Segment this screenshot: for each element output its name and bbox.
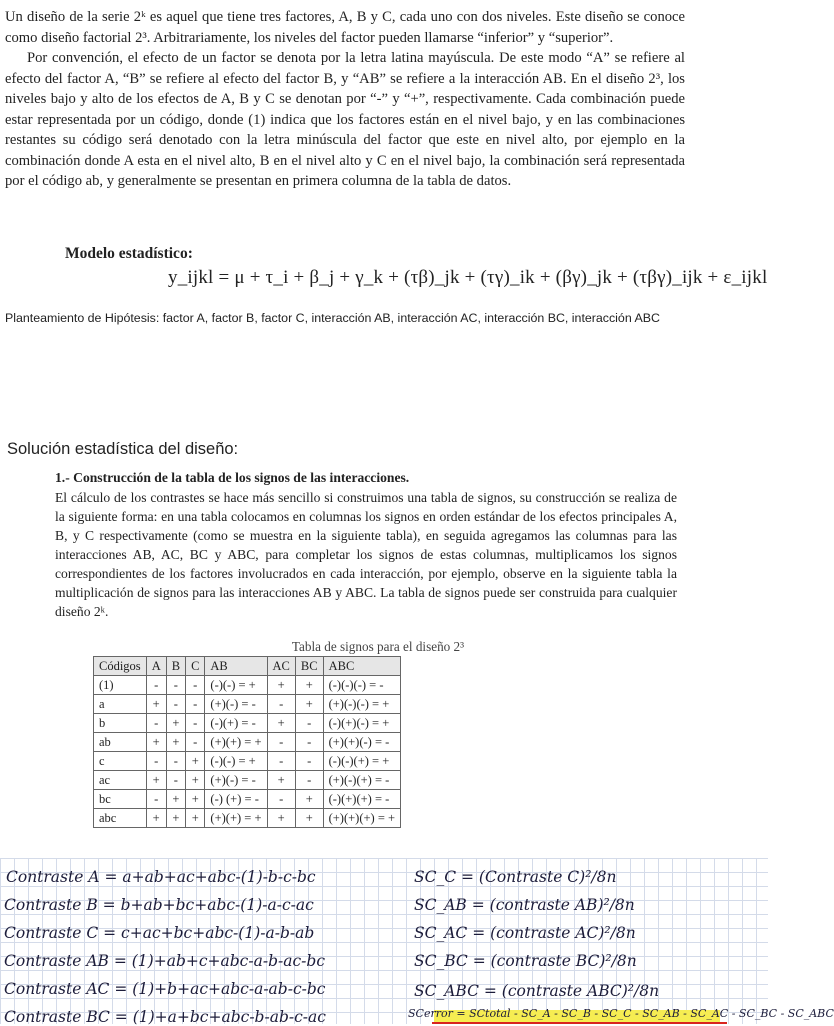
table-header-cell: AC bbox=[267, 657, 295, 676]
table-cell: + bbox=[267, 809, 295, 828]
table-row bbox=[94, 714, 401, 733]
table-header-cell: BC bbox=[295, 657, 323, 676]
table-cell: - bbox=[146, 790, 166, 809]
note-contrast-b: Contraste B = b+ab+bc+abc-(1)-a-c-ac bbox=[4, 896, 314, 914]
table-row bbox=[94, 809, 401, 828]
hypothesis-statement: Planteamiento de Hipótesis: factor A, factor B, factor C, interacción AB, interacción AC, interacción BC, interacción ABC bbox=[5, 311, 660, 325]
model-heading: Modelo estadístico: bbox=[65, 245, 193, 262]
table-cell: (+)(-)(-) = + bbox=[323, 695, 400, 714]
table-cell: (+)(-)(+) = - bbox=[323, 771, 400, 790]
table-cell: - bbox=[186, 676, 205, 695]
table-header-cell: B bbox=[166, 657, 185, 676]
table-cell: (-)(-)(+) = + bbox=[323, 752, 400, 771]
table-cell: - bbox=[186, 733, 205, 752]
table-cell: (-)(+) = - bbox=[205, 714, 267, 733]
table-cell: + bbox=[295, 809, 323, 828]
table-cell: + bbox=[186, 790, 205, 809]
note-sc-bc: SC_BC = (contraste BC)²/8n bbox=[414, 952, 637, 970]
table-cell: + bbox=[166, 790, 185, 809]
note-contrast-ac: Contraste AC = (1)+b+ac+abc-a-ab-c-bc bbox=[4, 980, 326, 998]
table-cell: - bbox=[267, 733, 295, 752]
table-cell: (-)(-) = + bbox=[205, 752, 267, 771]
underline-mark bbox=[432, 1022, 727, 1024]
table-header-cell: ABC bbox=[323, 657, 400, 676]
solution-heading: Solución estadística del diseño: bbox=[7, 440, 239, 458]
table-cell: + bbox=[166, 733, 185, 752]
table-cell: - bbox=[186, 695, 205, 714]
note-sc-ac: SC_AC = (contraste AC)²/8n bbox=[414, 924, 636, 942]
table-cell: abc bbox=[94, 809, 147, 828]
table-cell: bc bbox=[94, 790, 147, 809]
table-row bbox=[94, 733, 401, 752]
table-cell: ac bbox=[94, 771, 147, 790]
table-cell: + bbox=[146, 733, 166, 752]
table-cell: (+)(+)(+) = + bbox=[323, 809, 400, 828]
note-contrast-bc: Contraste BC = (1)+a+bc+abc-b-ab-c-ac bbox=[4, 1008, 326, 1026]
intro-paragraph-1: Un diseño de la serie 2ᵏ es aquel que tiene tres factores, A, B y C, cada uno con dos niveles. Este diseño se conoce como diseño factorial 2³. Arbitrariamente, los niveles del factor pueden llamarse “inferior” y “superior”. bbox=[5, 9, 685, 46]
model-equation: y_ijkl = μ + τ_i + β_j + γ_k + (τβ)_jk + (τγ)_ik + (βγ)_jk + (τβγ)_ijk + ε_ijkl bbox=[168, 267, 768, 288]
table-cell: - bbox=[166, 752, 185, 771]
table-cell: (+)(+) = + bbox=[205, 733, 267, 752]
table-cell: (+)(-) = - bbox=[205, 771, 267, 790]
table-cell: - bbox=[146, 714, 166, 733]
table-cell: (-)(+)(-) = + bbox=[323, 714, 400, 733]
table-cell: b bbox=[94, 714, 147, 733]
table-row bbox=[94, 752, 401, 771]
table-cell: - bbox=[295, 714, 323, 733]
table-header-cell: C bbox=[186, 657, 205, 676]
step-1-body: El cálculo de los contrastes se hace más sencillo si construimos una tabla de signos, su construcción se realiza de la siguiente forma: en una tabla colocamos en columnas los signos en orden estándar de los efectos principales A, B, y C respectivamente (como se muestra en la siguiente tabla), en seguida agregamos las columnas para las interacciones AB, AC, BC y ABC, para completar los signos de estas columnas, multiplicamos los signos correspondientes de los factores involucrados en cada interacción, por ejemplo, observe en la siguiente tabla la multiplicación de signos para las interacciones AB y ABC. La tabla de signos puede ser construida para cualquier diseño 2ᵏ. bbox=[55, 490, 677, 619]
table-cell: (+)(-) = - bbox=[205, 695, 267, 714]
table-header-cell: A bbox=[146, 657, 166, 676]
note-sc-abc: SC_ABC = (contraste ABC)²/8n bbox=[414, 982, 660, 1000]
table-row bbox=[94, 695, 401, 714]
table-cell: (+)(+)(-) = - bbox=[323, 733, 400, 752]
table-cell: (-) (+) = - bbox=[205, 790, 267, 809]
table-row bbox=[94, 790, 401, 809]
table-cell: - bbox=[166, 771, 185, 790]
note-sc-c: SC_C = (Contraste C)²/8n bbox=[414, 868, 617, 886]
table-cell: - bbox=[267, 790, 295, 809]
table-cell: + bbox=[295, 695, 323, 714]
table-cell: + bbox=[186, 809, 205, 828]
table-cell: - bbox=[295, 752, 323, 771]
table-cell: + bbox=[267, 676, 295, 695]
note-sc-error: SCerror = SCtotal - SC_A - SC_B - SC_C - SC_AB - SC_AC - SC_BC - SC_ABC bbox=[408, 1007, 834, 1020]
table-caption: Tabla de signos para el diseño 2³ bbox=[291, 639, 465, 654]
table-cell: - bbox=[146, 676, 166, 695]
table-row bbox=[94, 676, 401, 695]
table-cell: + bbox=[166, 809, 185, 828]
table-cell: + bbox=[295, 790, 323, 809]
note-contrast-a: Contraste A = a+ab+ac+abc-(1)-b-c-bc bbox=[6, 868, 316, 886]
signs-table bbox=[93, 656, 401, 828]
intro-paragraph-2: Por convención, el efecto de un factor se denota por la letra latina mayúscula. De este modo “A” se refiere al efecto del factor A, “B” se refiere al efecto del factor B, y “AB” se refiere a la interacción AB. En el diseño 2³, los niveles bajo y alto de los efectos de A, B y C se denotan por “-” y “+”, respectivamente. Cada combinación puede estar representada por un código, donde (1) indica que los factores están en el nivel bajo, y en las combinaciones restantes su código será denotado con la letra minúscula del factor que este en nivel alto, por ejemplo en la combinación donde A esta en el nivel alto, B en el nivel alto y C en el nivel bajo, la combinación será representada por el código ab, y generalmente se presentan en primera columna de la tabla de datos. bbox=[5, 50, 685, 189]
table-header-cell: Códigos bbox=[94, 657, 147, 676]
table-cell: - bbox=[295, 733, 323, 752]
table-cell: + bbox=[186, 771, 205, 790]
table-cell: - bbox=[186, 714, 205, 733]
table-header-cell: AB bbox=[205, 657, 267, 676]
table-cell: (-)(-)(-) = - bbox=[323, 676, 400, 695]
table-cell: - bbox=[166, 676, 185, 695]
table-cell: + bbox=[267, 771, 295, 790]
table-cell: c bbox=[94, 752, 147, 771]
table-row bbox=[94, 771, 401, 790]
table-cell: - bbox=[267, 752, 295, 771]
table-cell: + bbox=[267, 714, 295, 733]
table-cell: (1) bbox=[94, 676, 147, 695]
note-contrast-ab: Contraste AB = (1)+ab+c+abc-a-b-ac-bc bbox=[4, 952, 326, 970]
table-cell: + bbox=[146, 771, 166, 790]
table-cell: - bbox=[166, 695, 185, 714]
step-1-title: 1.- Construcción de la tabla de los signos de las interacciones. bbox=[55, 470, 410, 485]
intro-text bbox=[5, 7, 685, 192]
note-sc-ab: SC_AB = (contraste AB)²/8n bbox=[414, 896, 635, 914]
table-cell: (+)(+) = + bbox=[205, 809, 267, 828]
handwritten-notes bbox=[0, 858, 834, 1026]
table-cell: a bbox=[94, 695, 147, 714]
table-body bbox=[94, 676, 401, 828]
table-cell: - bbox=[267, 695, 295, 714]
table-header-row bbox=[94, 657, 401, 676]
table-cell: + bbox=[166, 714, 185, 733]
table-cell: - bbox=[146, 752, 166, 771]
table-cell: + bbox=[295, 676, 323, 695]
table-cell: + bbox=[146, 695, 166, 714]
table-cell: - bbox=[295, 771, 323, 790]
table-cell: + bbox=[146, 809, 166, 828]
table-cell: (-)(+)(+) = - bbox=[323, 790, 400, 809]
table-cell: (-)(-) = + bbox=[205, 676, 267, 695]
note-contrast-c: Contraste C = c+ac+bc+abc-(1)-a-b-ab bbox=[4, 924, 315, 942]
table-cell: + bbox=[186, 752, 205, 771]
table-cell: ab bbox=[94, 733, 147, 752]
